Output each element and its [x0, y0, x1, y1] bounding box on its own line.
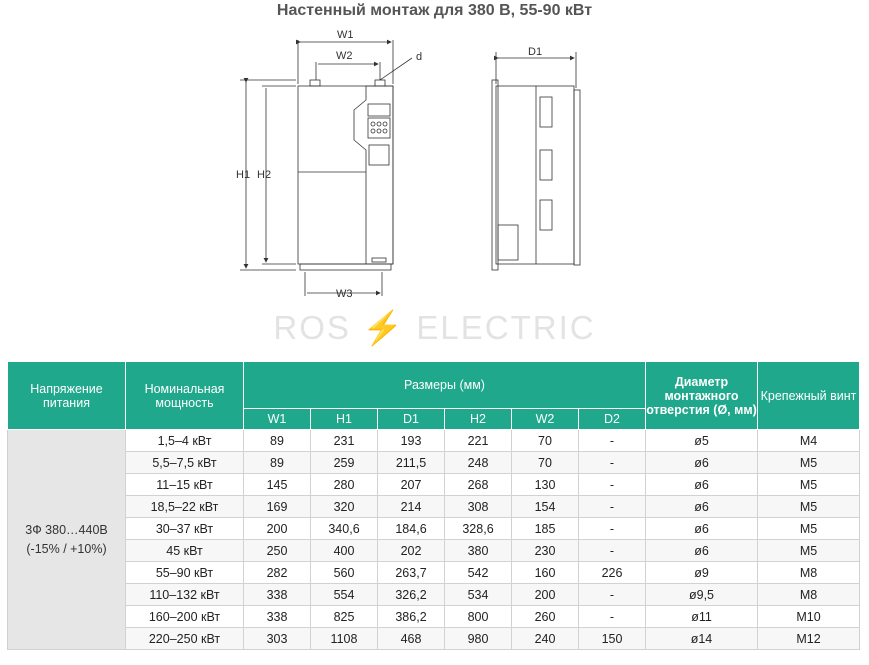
table-cell: 145: [244, 474, 311, 496]
table-cell: 30–37 кВт: [126, 518, 244, 540]
table-cell: 230: [512, 540, 579, 562]
table-cell: 980: [445, 628, 512, 650]
table-cell: 160–200 кВт: [126, 606, 244, 628]
table-row: [8, 606, 860, 628]
table-row: [8, 540, 860, 562]
table-cell: 263,7: [378, 562, 445, 584]
table-cell: 282: [244, 562, 311, 584]
table-cell: 154: [512, 496, 579, 518]
table-cell: 380: [445, 540, 512, 562]
table-cell: -: [579, 606, 646, 628]
table-cell: -: [579, 430, 646, 452]
table-cell: 250: [244, 540, 311, 562]
label-w1: W1: [337, 29, 354, 41]
header-d1: D1: [378, 409, 445, 430]
label-d: d: [416, 51, 423, 63]
label-w2: W2: [336, 50, 353, 62]
table-cell: -: [579, 496, 646, 518]
table-cell: 320: [311, 496, 378, 518]
watermark: ROS ⚡ ELECTRIC: [273, 309, 596, 346]
table-row: [8, 452, 860, 474]
table-cell: 231: [311, 430, 378, 452]
header-voltage: Напряжение питания: [8, 362, 126, 430]
table-cell: 211,5: [378, 452, 445, 474]
table-cell: -: [579, 452, 646, 474]
table-cell: 800: [445, 606, 512, 628]
table-cell: 169: [244, 496, 311, 518]
voltage-line1: 3Ф 380…440В: [25, 522, 108, 537]
table-cell: M5: [758, 518, 860, 540]
table-cell: 185: [512, 518, 579, 540]
table-cell: 326,2: [378, 584, 445, 606]
header-power: Номинальная мощность: [126, 362, 244, 430]
page-title: Настенный монтаж для 380 В, 55-90 кВт: [276, 2, 593, 19]
table-cell: 340,6: [311, 518, 378, 540]
table-cell: 214: [378, 496, 445, 518]
table-cell: -: [579, 518, 646, 540]
table-cell: 303: [244, 628, 311, 650]
keypad-buttons: [368, 118, 390, 138]
front-view-body: [298, 86, 393, 264]
table-cell: -: [579, 584, 646, 606]
table-cell: -: [579, 474, 646, 496]
table-cell: 268: [445, 474, 512, 496]
table-cell: 534: [445, 584, 512, 606]
table-cell: 248: [445, 452, 512, 474]
table-cell: 55–90 кВт: [126, 562, 244, 584]
table-cell: 202: [378, 540, 445, 562]
table-cell: 1,5–4 кВт: [126, 430, 244, 452]
table-cell: 160: [512, 562, 579, 584]
table-cell: ø6: [646, 496, 758, 518]
table-cell: M5: [758, 540, 860, 562]
header-w2: W2: [512, 409, 579, 430]
table-cell: 308: [445, 496, 512, 518]
table-cell: -: [579, 540, 646, 562]
table-cell: M5: [758, 452, 860, 474]
label-h1: H1: [236, 169, 251, 181]
table-cell: 200: [512, 584, 579, 606]
header-d2: D2: [579, 409, 646, 430]
table-cell: 259: [311, 452, 378, 474]
table-cell: 11–15 кВт: [126, 474, 244, 496]
table-cell: ø6: [646, 518, 758, 540]
header-hole: Диаметр монтажного отверстия (Ø, мм): [646, 362, 758, 430]
table-cell: M8: [758, 584, 860, 606]
label-h2: H2: [257, 169, 272, 181]
table-cell: 18,5–22 кВт: [126, 496, 244, 518]
header-h2: H2: [445, 409, 512, 430]
table-cell: ø6: [646, 540, 758, 562]
table-row: [8, 430, 860, 452]
table-row: [8, 474, 860, 496]
table-cell: ø5: [646, 430, 758, 452]
header-w1: W1: [244, 409, 311, 430]
table-cell: 89: [244, 430, 311, 452]
table-cell: 825: [311, 606, 378, 628]
table-cell: 130: [512, 474, 579, 496]
table-row: [8, 562, 860, 584]
table-cell: 468: [378, 628, 445, 650]
spec-table: [7, 361, 860, 650]
table-cell: 150: [579, 628, 646, 650]
table-cell: 400: [311, 540, 378, 562]
table-cell: 5,5–7,5 кВт: [126, 452, 244, 474]
table-cell: 560: [311, 562, 378, 584]
table-cell: ø9: [646, 562, 758, 584]
table-cell: 280: [311, 474, 378, 496]
table-cell: 89: [244, 452, 311, 474]
table-cell: 193: [378, 430, 445, 452]
table-cell: 200: [244, 518, 311, 540]
table-cell: M4: [758, 430, 860, 452]
table-cell: 226: [579, 562, 646, 584]
table-cell: 1108: [311, 628, 378, 650]
table-cell: ø6: [646, 474, 758, 496]
table-cell: 554: [311, 584, 378, 606]
voltage-cell: [8, 430, 126, 650]
table-cell: ø9,5: [646, 584, 758, 606]
table-cell: 207: [378, 474, 445, 496]
table-cell: 338: [244, 584, 311, 606]
table-cell: 240: [512, 628, 579, 650]
table-cell: M10: [758, 606, 860, 628]
table-cell: M8: [758, 562, 860, 584]
header-screw: Крепежный винт: [758, 362, 860, 430]
table-cell: 328,6: [445, 518, 512, 540]
table-row: [8, 628, 860, 650]
header-h1: H1: [311, 409, 378, 430]
table-cell: 542: [445, 562, 512, 584]
table-cell: 338: [244, 606, 311, 628]
table-cell: ø11: [646, 606, 758, 628]
table-cell: ø14: [646, 628, 758, 650]
table-cell: M5: [758, 496, 860, 518]
table-cell: 386,2: [378, 606, 445, 628]
table-row: [8, 496, 860, 518]
table-cell: 260: [512, 606, 579, 628]
bolt-icon: ⚡: [362, 309, 406, 346]
table-cell: 45 кВт: [126, 540, 244, 562]
table-cell: 221: [445, 430, 512, 452]
table-cell: ø6: [646, 452, 758, 474]
label-w3: W3: [336, 288, 353, 300]
voltage-line2: (-15% / +10%): [26, 541, 107, 556]
table-row: [8, 584, 860, 606]
table-cell: 70: [512, 430, 579, 452]
table-row: [8, 518, 860, 540]
header-dimensions: Размеры (мм): [244, 362, 646, 409]
table-cell: M12: [758, 628, 860, 650]
table-cell: 184,6: [378, 518, 445, 540]
table-cell: 70: [512, 452, 579, 474]
table-cell: 110–132 кВт: [126, 584, 244, 606]
keypad-display: [368, 104, 390, 116]
table-cell: 220–250 кВт: [126, 628, 244, 650]
label-d1: D1: [528, 46, 543, 58]
mounting-drawing: [0, 0, 869, 300]
table-cell: M5: [758, 474, 860, 496]
side-view-body: [496, 86, 574, 264]
